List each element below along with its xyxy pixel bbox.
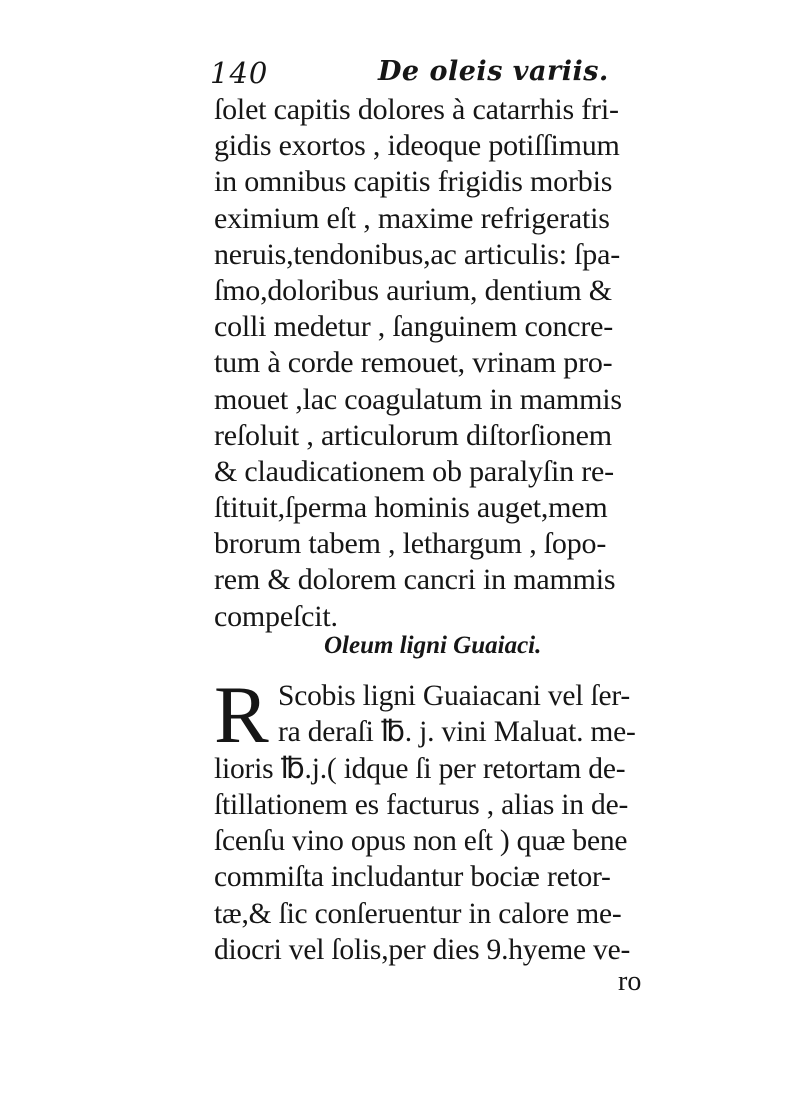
text-line: brorum tabem , lethargum , ſopo- [214, 527, 607, 561]
recipe-line: tæ,& ſic conſeruentur in calore me- [214, 897, 622, 930]
text-line: eximium eſt , maxime refrigeratis [214, 201, 610, 235]
text-line: & claudicationem ob paralyſin re- [214, 454, 614, 488]
text-line: gidis exortos , ideoque potiſſimum [214, 129, 620, 163]
recipe-paragraph [214, 669, 664, 968]
text-line: neruis,tendonibus,ac articulis: ſpa- [214, 237, 621, 271]
text-line: reſoluit , articulorum diſtorſionem [214, 418, 612, 452]
text-line: mouet ,lac coagulatum in mammis [214, 382, 622, 416]
recipe-line: diocri vel ſolis,per dies 9.hyeme ve- [214, 934, 631, 967]
text-line: in omnibus capitis frigidis morbis [214, 165, 613, 199]
recipe-line: ra deraſi ℔. j. vini Maluat. me- [278, 716, 636, 749]
recipe-line: Scobis ligni Guaiacani vel ſer- [278, 680, 631, 712]
recipe-line: lioris ℔.j.( idque ſi per retortam de- [214, 752, 626, 785]
text-line: compeſcit. [214, 599, 338, 633]
body-text [214, 92, 664, 635]
section-heading: Oleum ligni Guaiaci. [324, 632, 542, 659]
drop-cap: R [214, 669, 269, 760]
text-line: ſolet capitis dolores à catarrhis fri- [214, 93, 619, 126]
text-line: rem & dolorem cancri in mammis [214, 563, 616, 597]
page-number: 140 [210, 56, 269, 90]
recipe-line: ſcenſu vino opus non eſt ) quæ bene [214, 825, 628, 858]
running-head: De oleis variis. [378, 56, 609, 87]
text-line: ſmo,doloribus aurium, dentium & [214, 273, 612, 307]
page-header [210, 56, 670, 96]
recipe-line: ſtillationem es facturus , alias in de- [214, 788, 629, 821]
recipe-line: commiſta includantur bociæ retor- [214, 861, 611, 894]
catchword: ro [618, 966, 642, 997]
text-line: tum à corde remouet, vrinam pro- [214, 346, 613, 380]
text-line: ſtituit,ſperma hominis auget,mem [214, 491, 608, 525]
text-line: colli medetur , ſanguinem concre- [214, 310, 614, 344]
